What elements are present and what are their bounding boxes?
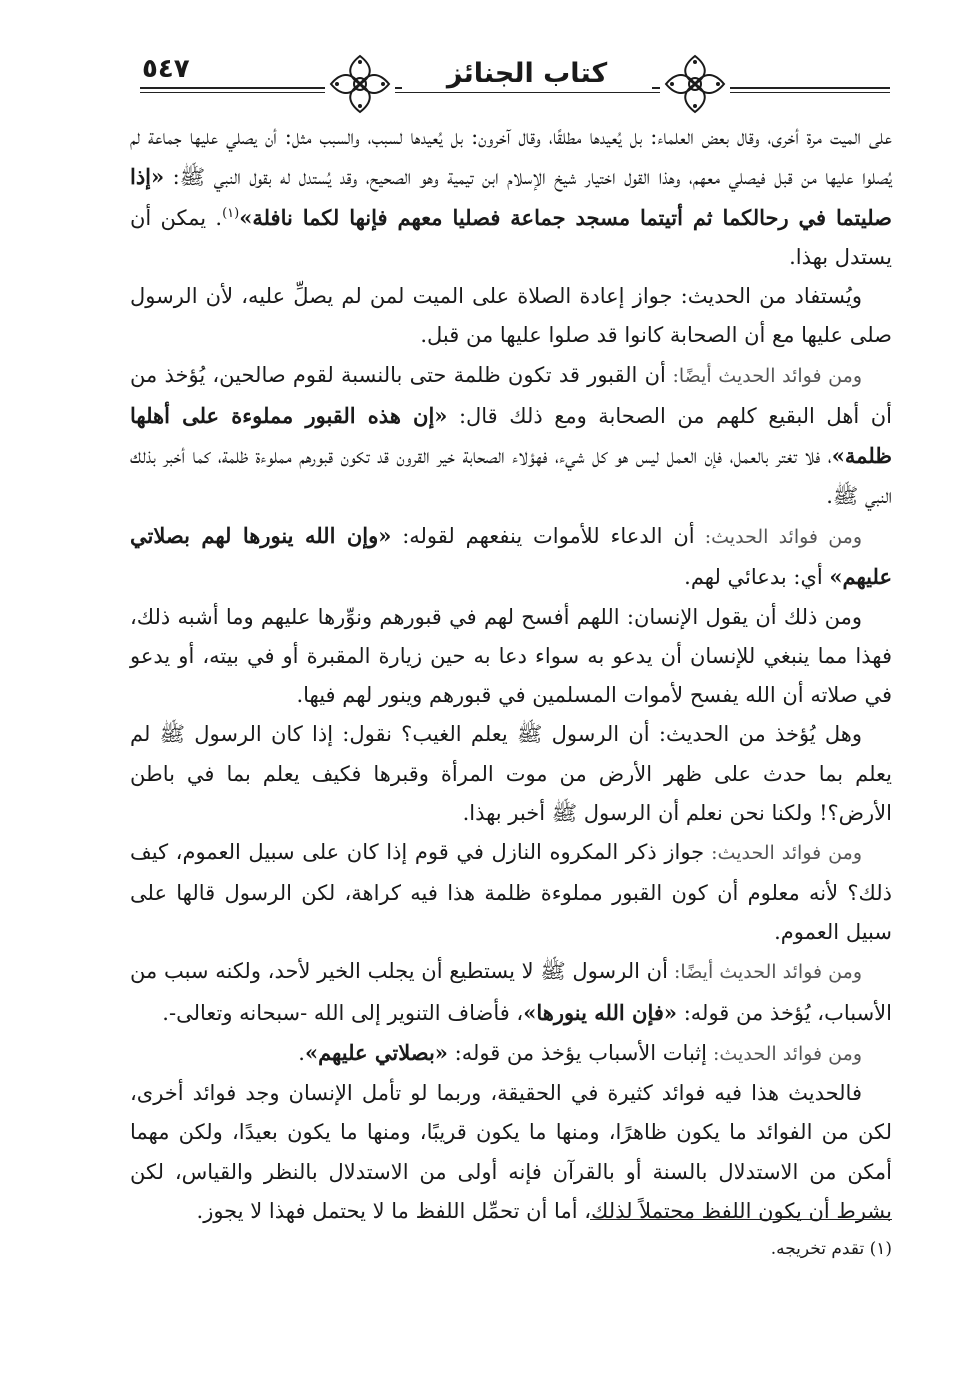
- hadith-quote: «وإن الله ينورها لهم بصلاتي عليهم»: [130, 522, 892, 590]
- book-title: كتاب الجنائز: [402, 58, 652, 89]
- paragraph: [130, 833, 892, 952]
- paragraph: [130, 356, 892, 516]
- text-run: أن القبور قد تكون ظلمة حتى بالنسبة لقوم صالحين، يُؤخذ من أن أهل البقيع كلهم من الصحابة ومع ذلك قال:: [130, 362, 893, 429]
- paragraph: [130, 598, 892, 716]
- text-run: فالحديث هذا فيه فوائد كثيرة في الحقيقة، وربما لو تأمل الإنسان وجد فوائد أخرى، لكن من الفوائد ما يكون ظاهرًا، ومنها ما يكون قريبًا، ومنها ما يكون بعيدًا، ولكن مهما أمكن من الاستدلال بالسنة أو بالقرآن فإنه أولى من الاستدلال بالنظر والقياس، لكن بشرط أن يكون اللفظ محتملاً لذلك، أما أن تحمِّل اللفظ ما لا يحتمل فهذا لا يجوز.: [130, 1081, 892, 1224]
- paragraph: [130, 118, 892, 277]
- text-run: جواز ذكر المكروه النازل في قوم إذا كان على سبيل العموم، كيف ذلك؟ لأنه معلوم أن كون القبور مملوءة ظلمة هذا فيه كراهة، لكن الرسول قالها على سبيل العموم.: [130, 840, 892, 944]
- header-rule-thin: [140, 92, 890, 93]
- hadith-quote: «بصلاتي عليهم»: [304, 1039, 448, 1065]
- hadith-quote: «فإن الله ينورها»: [523, 999, 678, 1025]
- text-run: أن الدعاء للأموات ينفعهم لقوله:: [391, 523, 695, 548]
- text-run: إثبات الأسباب يؤخذ من قوله:: [447, 1040, 707, 1065]
- text-run: . يمكن أن يستدل بهذا.: [130, 205, 892, 269]
- page-header: [120, 50, 910, 118]
- paragraph: [130, 1074, 892, 1231]
- section-lead: ومن فوائد الحديث:: [706, 1042, 862, 1065]
- text-run: ، فلا تغتر بالعمل، فإن العمل ليس هو كل شيء، فهؤلاء الصحابة خير القرون قد تكون قبورهم مملوءة ظلمة، كما أخبر بذلك النبي ﷺ.: [130, 444, 892, 508]
- page-number: ٥٤٧: [142, 54, 190, 84]
- body-text: [130, 118, 892, 1231]
- text-run: ويُستفاد من الحديث:: [672, 284, 862, 309]
- text-run: ، فأضاف التنوير إلى الله -سبحانه وتعالى-.: [162, 1000, 524, 1025]
- text-run: وهل يُؤخذ من الحديث: أن الرسول ﷺ يعلم الغيب؟ نقول: إذا كان الرسول ﷺ لم يعلم بما حدث على ظهر الأرض من موت المرأة وقبرها فكيف يعلم بما في باطن الأرض؟! ولكنا نحن نعلم أن الرسول ﷺ أخبر بهذا.: [130, 722, 892, 826]
- text-run: أن الرسول ﷺ لا يستطيع أن يجلب الخير لأحد، ولكنه سبب من الأسباب، يُؤخذ من قوله:: [130, 959, 892, 1025]
- ornament-icon: [660, 52, 730, 116]
- footnote-separator: [590, 1219, 892, 1220]
- paragraph: [130, 277, 892, 356]
- hadith-quote: «إن هذه القبور مملوءة على أهلها ظلمة»: [130, 403, 892, 469]
- ornament-icon: [325, 52, 395, 116]
- section-lead: ومن فوائد الحديث:: [704, 842, 863, 865]
- text-run: أي: بدعائي لهم.: [684, 565, 830, 590]
- text-run: جواز إعادة الصلاة على الميت لمن لم يصلِّ عليه، لأن الرسول صلى عليها مع أن الصحابة كانوا قد صلوا عليها من قبل.: [130, 284, 892, 348]
- footnote: (١) تقدم تخريجه.: [770, 1239, 892, 1259]
- section-lead: ومن فوائد الحديث أيضًا:: [667, 961, 862, 984]
- footnote-ref: (١): [222, 205, 240, 221]
- text-run: .: [298, 1040, 305, 1065]
- section-lead: ومن فوائد الحديث أيضًا:: [665, 364, 862, 387]
- text-run: على الميت مرة أخرى، وقال بعض العلماء: بل يُعيدها مطلقًا، وقال آخرون: بل يُعيدها لسبب، والسبب مثل: أن يصلي عليها جماعة لم يُصلوا عليها من قبل فيصلي معهم، وهذا القول اختيار شيخ الإسلام ابن تيمية وهو الصحيح، وقد يُستدل له بقول النبي ﷺ:: [130, 125, 892, 190]
- section-lead: ومن فوائد الحديث:: [694, 525, 863, 548]
- paragraph: [130, 952, 892, 1033]
- text-run: ومن ذلك أن يقول الإنسان: اللهم أفسح لهم في قبورهم ونوِّرها عليهم وما أشبه ذلك، فهذا مما ينبغي للإنسان أن يدعو به سواء دعا به حين زيارة المقبرة أو في بيته، أو يدعو في صلاته أن الله يفسح لأموات المسلمين في قبورهم وينور لهم فيها.: [130, 604, 892, 708]
- paragraph: [130, 516, 892, 598]
- hadith-quote: «إذا صليتما في رحالكما ثم أتيتما مسجد جماعة فصليا معهم فإنها لكما نافلة»: [130, 164, 892, 230]
- paragraph: [130, 1033, 892, 1074]
- paragraph: [130, 715, 892, 833]
